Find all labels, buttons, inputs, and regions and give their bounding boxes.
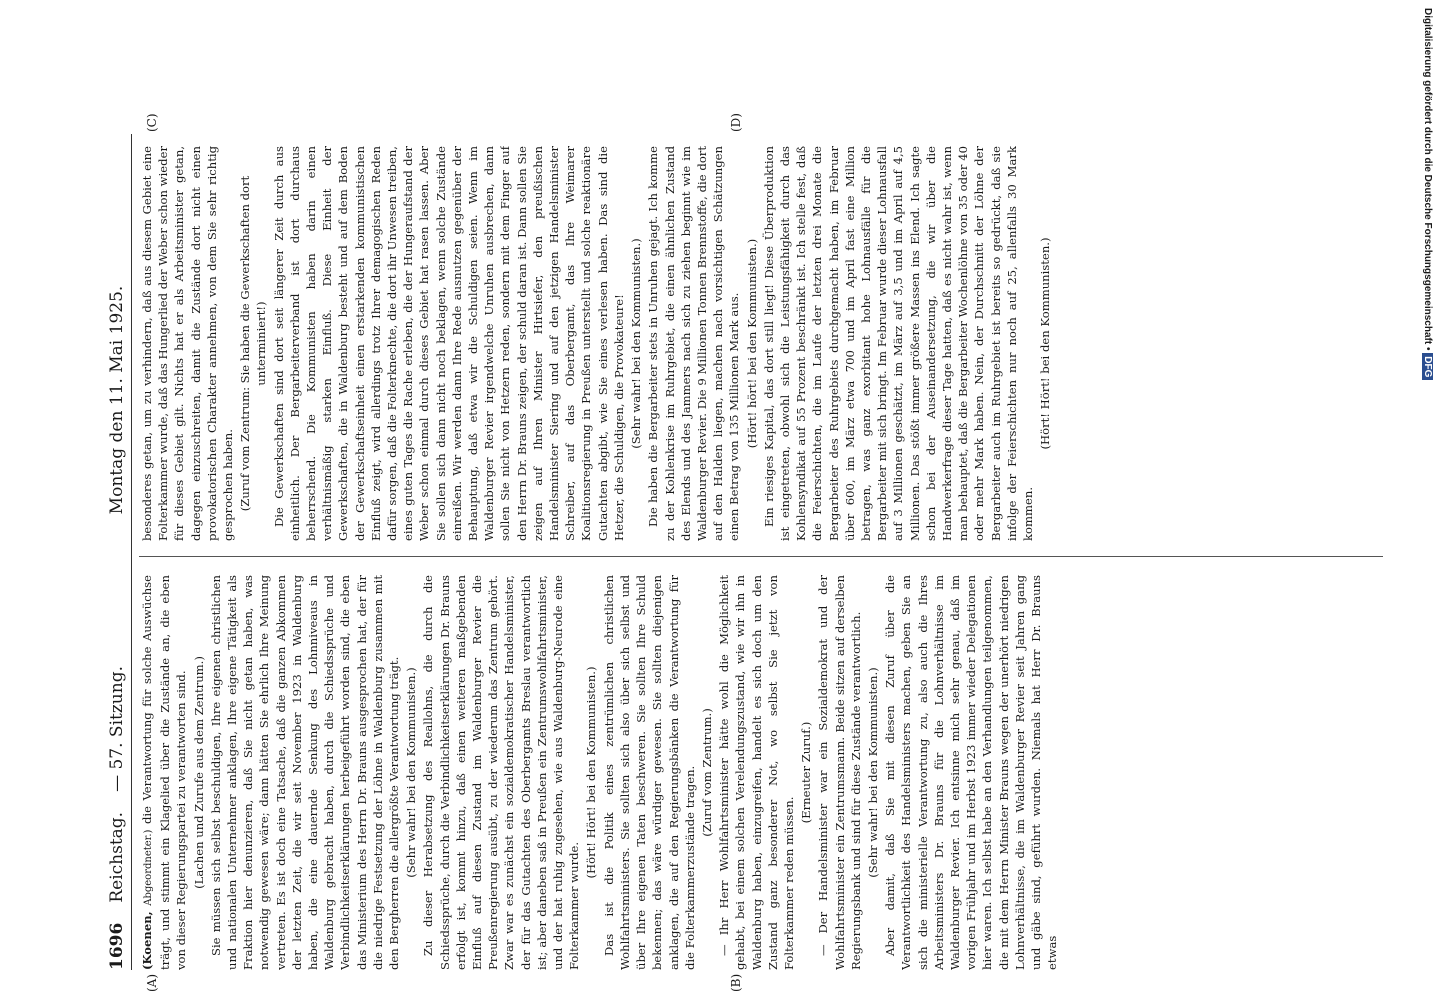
digitization-text: Digitalisierung gefördert durch die Deutsche Forschungsgemeinschaft • bbox=[1422, 8, 1433, 351]
speaker-name: (Koenen, bbox=[140, 911, 154, 970]
page-header bbox=[89, 134, 132, 970]
margin-marker-c: (C) bbox=[145, 113, 159, 132]
interjection: (Sehr wahr! bei den Kommunisten.) bbox=[629, 238, 644, 449]
interjection: (Erneuter Zuruf.) bbox=[799, 721, 814, 824]
header-session: — 57. Sitzung. bbox=[107, 666, 127, 792]
left-column bbox=[139, 575, 1383, 970]
header-date: Montag den 11. Mai 1925. bbox=[107, 285, 127, 515]
interjection: (Lachen und Zurufe aus dem Zentrum.) bbox=[191, 656, 206, 889]
interjection: (Zuruf vom Zentrum.) bbox=[699, 708, 714, 837]
paragraph: Das ist die Politik eines zentrümlichen christlichen Wohlfahrtsministers. Sie sollten sich also über sich selbst und über Ihre eigenen Taten beschweren. Sie sollten Ihre Schuld bekennen; das wäre würdiger gewesen. Sie sollten diejenigen anklagen, die auf den Regierungsbänken die Verantwortung für die Folterkammerzustände tragen. bbox=[601, 575, 697, 970]
dfg-logo: DFG bbox=[1422, 353, 1433, 380]
paragraph: — Ihr Herr Wohlfahrtsminister hätte wohl die Möglichkeit gehabt, bei einem solchen Verelendungszustand, wie wir ihn in Waldenburg haben, einzugreifen, handelt es sich doch um den Zustand ganz besonderer Not, wo selbst Sie jetzt von Folterkammer reden müssen. bbox=[717, 575, 796, 970]
interjection: (Hört! Hört! bei den Kommunisten.) bbox=[584, 666, 599, 879]
paragraph: Sie müssen sich selbst beschuldigen, Ihre eigenen christlichen und nationalen Unternehmer anklagen, Ihre eigene Tätigkeit als Fraktion hier denunzieren, daß Sie nicht getan haben, was notwendig gewesen wäre; dann hätten Sie ehrlich Ihre Meinung vertreten. Es ist doch eine Tatsache, daß die ganzen Abkommen der letzten Zeit, die wir seit November 1923 in Waldenburg haben, die eine dauernde Senkung des Lohnniveaus in Waldenburg gebracht haben, durch die Schiedssprüche und Verbindlichkeitserklärungen herbeigeführt worden sind, die eben das Ministerium des Herrn Dr. Brauns ausgesprochen hat, der für die niedrige Festsetzung der Löhne in Waldenburg zusammen mit den Bergherren die allergrößte Verantwortung trägt. bbox=[208, 575, 402, 970]
column-divider bbox=[139, 556, 1383, 557]
right-column bbox=[139, 146, 1383, 541]
paragraph: Zu dieser Herabsetzung des Reallohns, die durch die Schiedssprüche, durch die Verbindlichkeitserklärungen Dr. Brauns erfolgt ist, kommt hinzu, daß einen weiteren maßgebenden Einfluß auf diesen Zustand im Waldenburger Revier die Preußenregierung ausübt, zu der wiederum das Zentrum gehört. Zwar war es zunächst ein sozialdemokratischer Handelsminister, der für das Gutachten des Oberbergamts Breslau verantwortlich ist; aber daneben saß in Preußen ein Zentrumswohlfahrtsminister, und der hat ruhig zugesehen, wie aus Waldenburg-Neurode eine Folterkammer wurde. bbox=[421, 575, 582, 970]
speaker-role: Abgeordneter.) bbox=[143, 829, 154, 906]
margin-marker-b: (B) bbox=[729, 973, 743, 992]
interjection: (Hört! hört! bei den Kommunisten.) bbox=[744, 238, 759, 449]
interjection: (Hört! Hört! bei den Kommunisten.) bbox=[1038, 237, 1053, 450]
margin-marker-a: (A) bbox=[145, 973, 159, 992]
margin-marker-d: (D) bbox=[729, 113, 743, 132]
paragraph: Ein riesiges Kapital, das dort still liegt! Diese Überproduktion ist eingetreten, obwohl sich die Leistungsfähigkeit durch das Kohlensyndikat auf 55 Prozent beschränkt ist. Ich stelle fest, daß die Feierschichten, die im Laufe der letzten drei Monate die Bergarbeiter des Ruhrgebiets durchgemacht haben, im Februar über 600, im März etwa 700 und im April fast eine Million betragen, was ganz exorbitant hohe Lohnausfälle für die Bergarbeiter mit sich bringt. Im Februar wurde dieser Lohnausfall auf 3 Millionen geschätzt, im März auf 3,5 und im April auf 4,5 Millionen. Das stößt immer größere Massen ins Elend. Ich sagte schon bei der Auseinandersetzung, die wir über die Handwerkerfrage dieser Tage hatten, daß es nicht wahr ist, wenn man behauptet, daß die Bergarbeiter Wochenlöhne von 35 oder 40 oder mehr Mark haben. Nein, der Durchschnitt der Löhne der Bergarbeiter auch im Ruhrgebiet ist bereits so gedrückt, daß sie infolge der Feierschichten nur noch auf 25, allenfalls 30 Mark kommen. bbox=[761, 146, 1035, 541]
interjection: (Sehr wahr! bei den Kommunisten.) bbox=[404, 667, 419, 878]
page-number: 1696 bbox=[107, 922, 127, 970]
paragraph: besonderes getan, um zu verhindern, daß aus diesem Gebiet eine Folterkammer wurde, daß das Hungerlied der Weber schon wieder für dieses Gebiet gilt. Nichts hat er als Arbeitsminister getan, dagegen einzuschreiten, damit die Zustände dort nicht einen provokatorischen Charakter annehmen, von dem Sie sehr richtig gesprochen haben. bbox=[140, 146, 236, 541]
paragraph: (Koenen, Abgeordneter.) die Verantwortung für solche Auswüchse trägt, und stimmt ein Klagelied über die Zustände an, die eben von dieser Regierungspartei zu verantworten sind. bbox=[140, 575, 189, 970]
interjection: (Sehr wahr! bei den Kommunisten.) bbox=[865, 667, 880, 878]
paragraph: Die Gewerkschaften sind dort seit längerer Zeit durch aus einheitlich. Der Bergarbeiterverband ist dort durchaus beherrschend. Die Kommunisten haben darin einen verhältnismäßig starken Einfluß. Diese Einheit der Gewerkschaften, die in Waldenburg besteht und auf dem Boden der Gewerkschaftseinheit einen erstarkenden kommunistischen Einfluß zeigt, wird allerdings trotz Ihrer demagogischen Reden dafür sorgen, daß die Folterknechte, die dort ihr Unwesen treiben, eines guten Tages die Rache erleben, die der Hungeraufstand der Weber schon einmal durch dieses Gebiet hat rasen lassen. Aber Sie sollen sich dann nicht noch beklagen, wenn solche Zustände einreißen. Wir werden dann Ihre Rede ausnutzen gegenüber der Behauptung, daß etwa wir die Schuldigen seien. Wenn im Waldenburger Revier irgendwelche Unruhen ausbrechen, dann sollen Sie nicht von Hetzern reden, sondern mit dem Finger auf den Herrn Dr. Brauns zeigen, der schuld daran ist. Dann sollen Sie zeigen auf Ihren Minister Hirtsiefer, den preußischen Handelsminister Siering und auf den jetzigen Handelsminister Schreiber, auf das Oberbergamt, das Ihre Weimarer Koalitionsregierung in Preußen unterstellt und solche reaktionäre Gutachten abgibt, wie Sie eines verlesen haben. Das sind die Hetzer, die Schuldigen, die Provokateure! bbox=[271, 146, 626, 541]
paragraph: Aber damit, daß Sie mit diesen Zuruf über die Verantwortlichkeit des Handelsministers machen, geben Sie an sich die ministerielle Verantwortung zu, also auch die Ihres Arbeitsministers Dr. Brauns für die Lohnverhältnisse im Waldenburger Revier. Ich entsinne mich sehr genau, daß im vorigen Frühjahr und im Herbst 1923 immer wieder Delegationen hier waren. Ich selbst habe an den Verhandlungen teilgenommen, die mit dem Herrn Minister Brauns wegen der unerhört niedrigen Lohnverhältnisse, die im Waldenburger Revier seit Jahren gang und gäbe sind, geführt wurden. Niemals hat Herr Dr. Brauns etwas bbox=[883, 575, 1060, 970]
paragraph: — Der Handelsminister war ein Sozialdemokrat und der Wohlfahrtsminister ein Zentrumsmann. Beide sitzen auf derselben Regierungsbank und sind für diese Zustände verantwortlich. bbox=[816, 575, 863, 970]
digitization-note bbox=[1421, 0, 1434, 1000]
header-institution: Reichstag. bbox=[107, 811, 127, 903]
document-page bbox=[89, 104, 1403, 1000]
paragraph: Die haben die Bergarbeiter stets in Unruhen gejagt. Ich komme zu der Kohlenkrise im Ruhrgebiet, die einen ähnlichen Zustand des Elends und des Jammers nach sich zu ziehen beginnt wie im Waldenburger Revier. Die 9 Millionen Tonnen Brennstoffe, die dort auf den Halden liegen, machen nach vorsichtigen Schätzungen einen Betrag von 135 Millionen Mark aus. bbox=[646, 146, 742, 541]
interjection: (Zuruf vom Zentrum: Sie haben die Gewerkschaften dort unterminiert!) bbox=[238, 175, 269, 512]
